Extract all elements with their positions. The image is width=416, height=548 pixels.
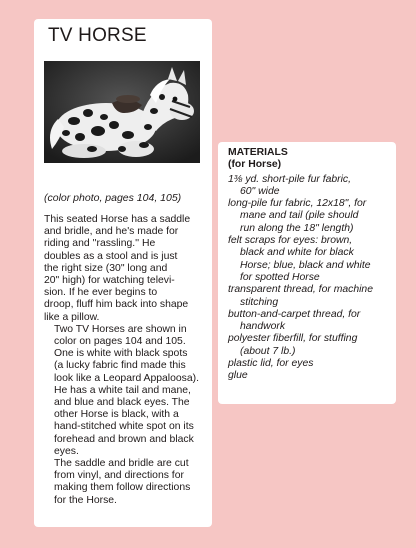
text-line: and blue and black eyes. The [54, 397, 190, 409]
item-text: handwork [240, 321, 286, 333]
materials-list [228, 174, 398, 383]
text-line: look like a Leopard Appaloosa). [54, 372, 199, 384]
item-text: Horse; blue, black and white [240, 259, 371, 271]
item-text: glue [228, 370, 248, 382]
text-line: Two TV Horses are shown in [54, 323, 187, 335]
text-line: The saddle and bridle are cut [54, 458, 189, 470]
list-item [228, 284, 398, 309]
paragraph [44, 458, 210, 507]
photo-caption: (color photo, pages 104, 105) [44, 192, 182, 204]
item-text: for spotted Horse [240, 271, 320, 283]
list-item [228, 235, 398, 284]
list-item [228, 370, 398, 382]
text-line: eyes. [54, 445, 79, 457]
materials-heading: MATERIALS [228, 147, 288, 158]
text-line: from vinyl, and directions for [54, 470, 184, 482]
materials-card [218, 142, 396, 404]
item-text: long-pile fur fabric, 12x18", for [228, 198, 367, 210]
article-card [34, 19, 212, 527]
text-line: sion. If he ever begins to [44, 287, 158, 299]
list-item [228, 309, 398, 334]
text-line: doubles as a stool and is just [44, 250, 178, 262]
text-line: making them follow directions [54, 482, 191, 494]
list-item [228, 198, 398, 235]
text-line: like a pillow. [44, 311, 100, 323]
materials-list-block [228, 147, 398, 383]
article-body [44, 214, 210, 507]
text-line: This seated Horse has a saddle [44, 214, 191, 225]
list-item [228, 333, 398, 358]
item-text: 60" wide [240, 185, 280, 197]
item-text: run along the 18" length) [240, 222, 354, 234]
item-text: mane and tail (pile should [240, 210, 359, 222]
item-text: 1⅜ yd. short-pile fur fabric, [228, 173, 352, 185]
text-line: the right size (30" long and [44, 262, 168, 274]
text-line: 20" high) for watching televi- [44, 275, 175, 287]
text-line: forehead and brown and black [54, 433, 194, 445]
article-title: TV HORSE [48, 25, 147, 46]
text-line: droop, fluff him back into shape [44, 299, 189, 311]
paragraph [44, 324, 210, 458]
text-line: One is white with black spots [54, 348, 188, 360]
item-text: plastic lid, for eyes [228, 358, 314, 370]
item-text: polyester fiberfill, for stuffing [228, 333, 358, 345]
paragraph [44, 214, 210, 324]
horse-photo-illustration [44, 61, 200, 163]
item-text: transparent thread, for machine [228, 284, 373, 296]
horse-photo [44, 61, 200, 163]
list-item [228, 358, 398, 370]
text-line: He has a white tail and mane, [54, 384, 191, 396]
item-text: button-and-carpet thread, for [228, 308, 361, 320]
text-line: other Horse is black, with a [54, 409, 179, 421]
item-text: stitching [240, 296, 279, 308]
text-line: hand-stitched white spot on its [54, 421, 194, 433]
text-line: riding and ''rassling.'' He [44, 238, 156, 250]
text-line: for the Horse. [54, 494, 117, 506]
item-text: black and white for black [240, 247, 354, 259]
text-line: and bridle, and he's made for [44, 226, 179, 238]
text-line: color on pages 104 and 105. [54, 336, 186, 348]
list-item [228, 174, 398, 199]
item-text: (about 7 lb.) [240, 345, 296, 357]
item-text: felt scraps for eyes: brown, [228, 235, 353, 247]
materials-subheading: (for Horse) [228, 159, 282, 171]
text-line: (a lucky fabric find made this [54, 360, 186, 372]
